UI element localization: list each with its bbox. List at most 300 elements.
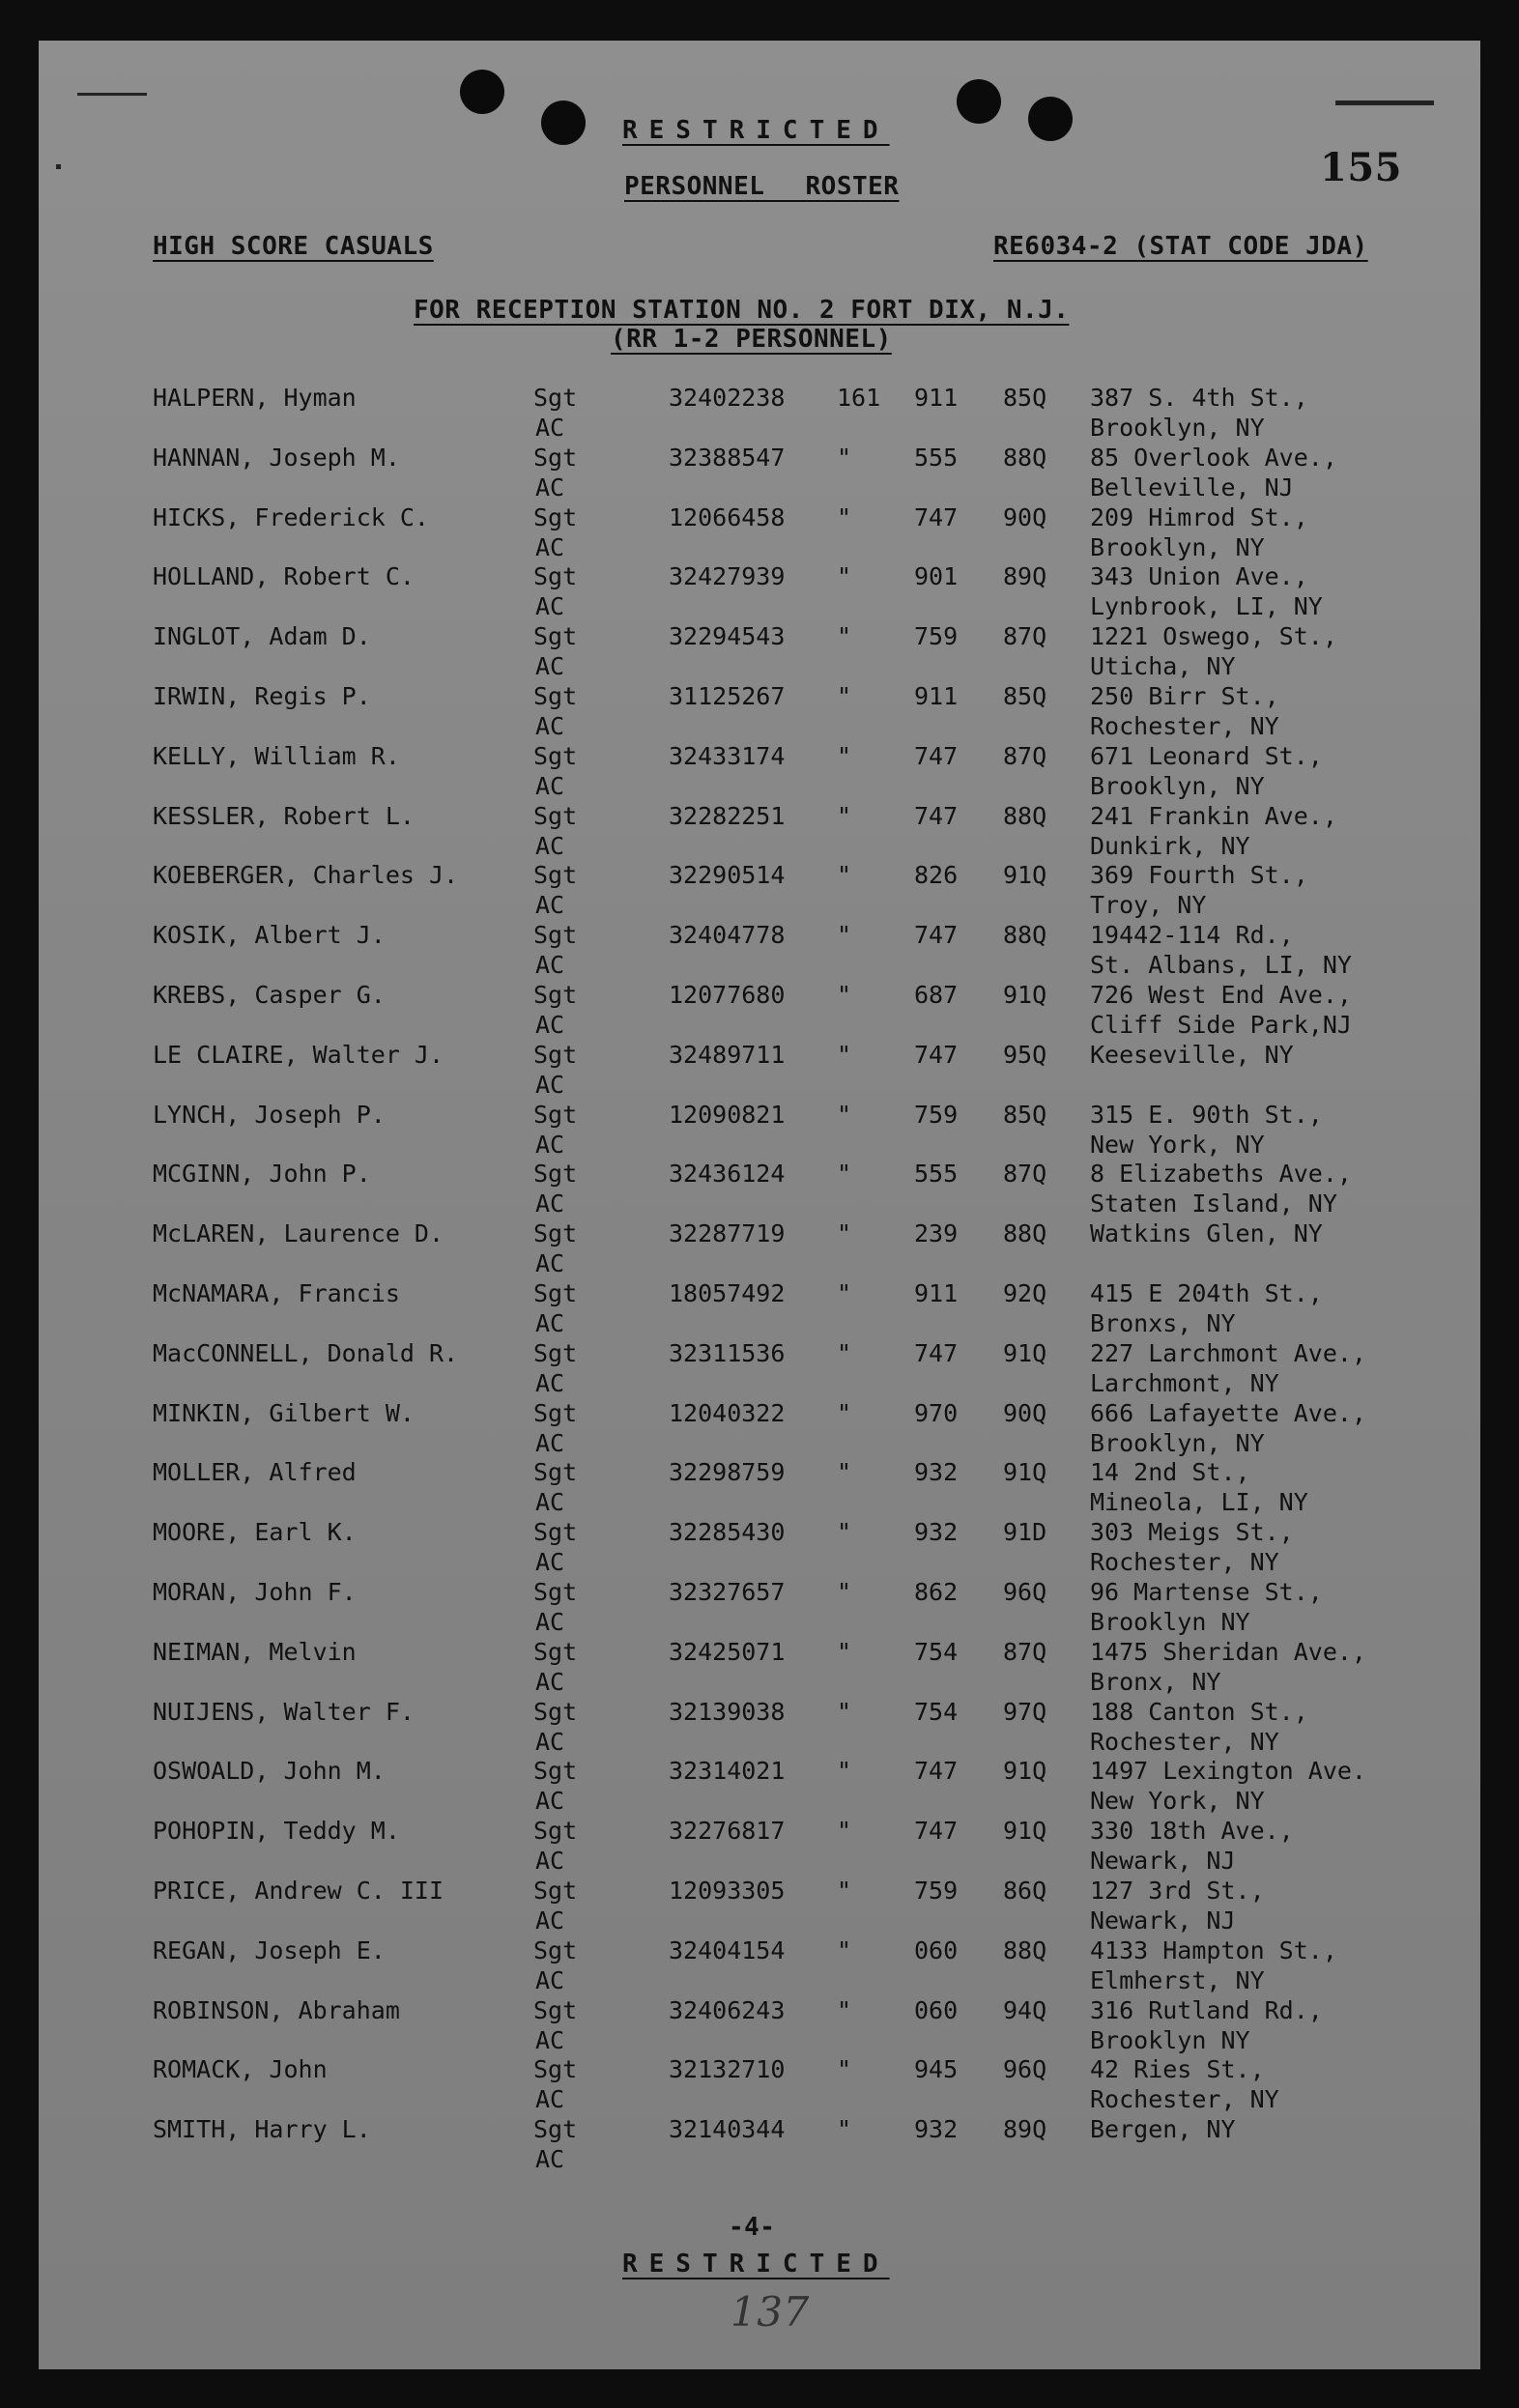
entry-mos: 754 xyxy=(914,1637,959,1666)
entry-address-line2: Staten Island, NY xyxy=(1090,1190,1337,1218)
entry-name: HANNAN, Joseph M. xyxy=(153,443,400,472)
entry-rank: Sgt xyxy=(533,443,578,472)
entry-address-line1: 387 S. 4th St., xyxy=(1090,384,1308,412)
entry-name: MacCONNELL, Donald R. xyxy=(153,1338,459,1367)
entry-unit: " xyxy=(837,562,852,591)
roster-row xyxy=(39,561,1480,621)
entry-serial: 31125267 xyxy=(669,682,786,710)
entry-mos: 759 xyxy=(914,622,959,651)
entry-branch: AC xyxy=(535,1488,565,1517)
entry-score: 91D xyxy=(1003,1518,1047,1547)
roster-row xyxy=(39,1637,1480,1697)
entry-address-line1: 250 Birr St., xyxy=(1090,682,1279,710)
roster-row xyxy=(39,1935,1480,1995)
entry-unit: " xyxy=(837,1817,852,1846)
entry-address-line1: 14 2nd St., xyxy=(1090,1458,1250,1487)
entry-address-line1: 227 Larchmont Ave., xyxy=(1090,1338,1366,1367)
entry-branch: AC xyxy=(535,712,565,740)
entry-mos: 826 xyxy=(914,861,959,890)
entry-address-line1: Bergen, NY xyxy=(1090,2115,1236,2144)
entry-rank: Sgt xyxy=(533,1219,578,1248)
entry-unit: " xyxy=(837,1160,852,1189)
entry-rank: Sgt xyxy=(533,861,578,890)
entry-unit: " xyxy=(837,1100,852,1129)
entry-score: 86Q xyxy=(1003,1877,1047,1905)
entry-serial: 12077680 xyxy=(669,981,786,1009)
entry-serial: 32294543 xyxy=(669,622,786,651)
entry-mos: 687 xyxy=(914,981,959,1009)
entry-address-line2: Larchmont, NY xyxy=(1090,1368,1279,1397)
entry-branch: AC xyxy=(535,1608,565,1636)
entry-name: SMITH, Harry L. xyxy=(153,2115,371,2144)
entry-mos: 239 xyxy=(914,1219,959,1248)
entry-score: 85Q xyxy=(1003,384,1047,412)
margin-mark-top-left xyxy=(77,93,147,96)
entry-rank: Sgt xyxy=(533,1398,578,1427)
entry-address-line1: Keeseville, NY xyxy=(1090,1040,1294,1069)
entry-mos: 911 xyxy=(914,682,959,710)
entry-serial: 32290514 xyxy=(669,861,786,890)
entry-unit: " xyxy=(837,1995,852,2024)
roster-row xyxy=(39,1697,1480,1757)
entry-unit: " xyxy=(837,1518,852,1547)
entry-branch: AC xyxy=(535,1787,565,1816)
entry-score: 91Q xyxy=(1003,861,1047,890)
entry-branch: AC xyxy=(535,1368,565,1397)
page-number: 155 xyxy=(1320,145,1402,190)
entry-branch: AC xyxy=(535,1249,565,1278)
entry-name: MORAN, John F. xyxy=(153,1578,357,1606)
entry-address-line1: 8 Elizabeths Ave., xyxy=(1090,1160,1352,1189)
roster-row xyxy=(39,801,1480,861)
punch-hole-left xyxy=(460,70,504,114)
entry-score: 85Q xyxy=(1003,682,1047,710)
entry-name: KOSIK, Albert J. xyxy=(153,921,386,950)
entry-address-line2: Brooklyn NY xyxy=(1090,2025,1250,2054)
entry-serial: 32298759 xyxy=(669,1458,786,1487)
entry-unit: " xyxy=(837,682,852,710)
entry-address-line1: 726 West End Ave., xyxy=(1090,981,1352,1009)
entry-score: 88Q xyxy=(1003,921,1047,950)
entry-serial: 32402238 xyxy=(669,384,786,412)
entry-address-line1: 127 3rd St., xyxy=(1090,1877,1265,1905)
entry-unit: " xyxy=(837,1040,852,1069)
roster-row xyxy=(39,2114,1480,2174)
entry-rank: Sgt xyxy=(533,1697,578,1726)
roster-row xyxy=(39,1995,1480,2055)
margin-mark-top-right xyxy=(1335,100,1434,105)
stat-code: RE6034-2 (STAT CODE JDA) xyxy=(993,232,1368,261)
entry-address-line1: 666 Lafayette Ave., xyxy=(1090,1398,1366,1427)
entry-name: KESSLER, Robert L. xyxy=(153,801,415,830)
entry-serial: 32282251 xyxy=(669,801,786,830)
entry-rank: Sgt xyxy=(533,1995,578,2024)
entry-rank: Sgt xyxy=(533,1578,578,1606)
entry-unit: " xyxy=(837,1338,852,1367)
roster-title: PERSONNEL ROSTER xyxy=(624,172,900,201)
entry-address-line2: Brooklyn, NY xyxy=(1090,1428,1265,1457)
entry-serial: 12090821 xyxy=(669,1100,786,1129)
entry-address-line2: Brooklyn, NY xyxy=(1090,414,1265,442)
entry-unit: " xyxy=(837,861,852,890)
entry-rank: Sgt xyxy=(533,682,578,710)
entry-serial: 32287719 xyxy=(669,1219,786,1248)
entry-address-line2: Dunkirk, NY xyxy=(1090,831,1250,860)
entry-score: 89Q xyxy=(1003,2115,1047,2144)
entry-address-line2: Mineola, LI, NY xyxy=(1090,1488,1308,1517)
entry-address-line2: St. Albans, LI, NY xyxy=(1090,951,1352,980)
entry-unit: " xyxy=(837,2115,852,2144)
entry-branch: AC xyxy=(535,1428,565,1457)
entry-serial: 32433174 xyxy=(669,741,786,770)
entry-unit: " xyxy=(837,981,852,1009)
roster-row xyxy=(39,621,1480,681)
entry-mos: 911 xyxy=(914,384,959,412)
entry-mos: 901 xyxy=(914,562,959,591)
entry-unit: " xyxy=(837,741,852,770)
entry-rank: Sgt xyxy=(533,2055,578,2084)
roster-row xyxy=(39,1278,1480,1338)
entry-address-line1: 330 18th Ave., xyxy=(1090,1817,1294,1846)
entry-name: PRICE, Andrew C. III xyxy=(153,1877,444,1905)
entry-score: 87Q xyxy=(1003,741,1047,770)
entry-address-line1: 303 Meigs St., xyxy=(1090,1518,1294,1547)
entry-serial: 32489711 xyxy=(669,1040,786,1069)
entry-rank: Sgt xyxy=(533,1100,578,1129)
entry-branch: AC xyxy=(535,2085,565,2114)
entry-rank: Sgt xyxy=(533,921,578,950)
entry-serial: 12066458 xyxy=(669,502,786,531)
classification-top: RESTRICTED xyxy=(622,116,890,145)
entry-mos: 747 xyxy=(914,1338,959,1367)
entry-mos: 747 xyxy=(914,921,959,950)
entry-name: MCGINN, John P. xyxy=(153,1160,371,1189)
roster-row xyxy=(39,1040,1480,1100)
entry-serial: 32314021 xyxy=(669,1757,786,1786)
roster-row xyxy=(39,741,1480,801)
entry-address-line2: Bronxs, NY xyxy=(1090,1309,1236,1337)
entry-mos: 747 xyxy=(914,1757,959,1786)
entry-address-line1: 241 Frankin Ave., xyxy=(1090,801,1337,830)
entry-address-line2: Brooklyn NY xyxy=(1090,1608,1250,1636)
entry-branch: AC xyxy=(535,771,565,800)
entry-mos: 555 xyxy=(914,1160,959,1189)
entry-address-line1: 4133 Hampton St., xyxy=(1090,1935,1337,1964)
roster-row xyxy=(39,980,1480,1040)
entry-serial: 32285430 xyxy=(669,1518,786,1547)
entry-address-line1: 19442-114 Rd., xyxy=(1090,921,1294,950)
roster-row xyxy=(39,2054,1480,2114)
entry-rank: Sgt xyxy=(533,2115,578,2144)
entry-rank: Sgt xyxy=(533,1040,578,1069)
entry-name: INGLOT, Adam D. xyxy=(153,622,371,651)
entry-name: McLAREN, Laurence D. xyxy=(153,1219,444,1248)
entry-rank: Sgt xyxy=(533,1637,578,1666)
entry-branch: AC xyxy=(535,951,565,980)
punch-hole-far-right xyxy=(1028,97,1073,141)
entry-unit: " xyxy=(837,2055,852,2084)
entry-serial: 12093305 xyxy=(669,1877,786,1905)
entry-unit: " xyxy=(837,502,852,531)
roster-row xyxy=(39,1338,1480,1398)
entry-serial: 32327657 xyxy=(669,1578,786,1606)
entry-score: 87Q xyxy=(1003,622,1047,651)
entry-mos: 862 xyxy=(914,1578,959,1606)
entry-name: HOLLAND, Robert C. xyxy=(153,562,415,591)
entry-unit: " xyxy=(837,1279,852,1307)
entry-serial: 32404154 xyxy=(669,1935,786,1964)
entry-address-line2: Uticha, NY xyxy=(1090,652,1236,681)
entry-branch: AC xyxy=(535,592,565,621)
roster-row xyxy=(39,1159,1480,1218)
entry-serial: 32140344 xyxy=(669,2115,786,2144)
entry-address-line2: Belleville, NJ xyxy=(1090,473,1294,502)
group-label: HIGH SCORE CASUALS xyxy=(153,232,434,261)
entry-score: 97Q xyxy=(1003,1697,1047,1726)
entry-score: 91Q xyxy=(1003,1458,1047,1487)
entry-address-line1: 85 Overlook Ave., xyxy=(1090,443,1337,472)
personnel-subtitle: (RR 1-2 PERSONNEL) xyxy=(611,325,892,354)
entry-mos: 060 xyxy=(914,1995,959,2024)
roster-row xyxy=(39,1756,1480,1816)
entry-serial: 32388547 xyxy=(669,443,786,472)
entry-rank: Sgt xyxy=(533,622,578,651)
entry-branch: AC xyxy=(535,532,565,561)
entry-mos: 747 xyxy=(914,741,959,770)
entry-name: ROMACK, John xyxy=(153,2055,328,2084)
entry-mos: 932 xyxy=(914,1518,959,1547)
entry-branch: AC xyxy=(535,891,565,920)
entry-branch: AC xyxy=(535,831,565,860)
entry-unit: " xyxy=(837,1219,852,1248)
entry-name: KREBS, Casper G. xyxy=(153,981,386,1009)
entry-serial: 32427939 xyxy=(669,562,786,591)
entry-name: MOLLER, Alfred xyxy=(153,1458,357,1487)
entry-rank: Sgt xyxy=(533,1458,578,1487)
margin-dot-left xyxy=(56,164,61,169)
entry-unit: 161 xyxy=(837,384,881,412)
roster-row xyxy=(39,860,1480,920)
entry-address-line1: 1475 Sheridan Ave., xyxy=(1090,1637,1366,1666)
entry-name: MINKIN, Gilbert W. xyxy=(153,1398,415,1427)
entry-name: IRWIN, Regis P. xyxy=(153,682,371,710)
entry-rank: Sgt xyxy=(533,1877,578,1905)
entry-rank: Sgt xyxy=(533,1817,578,1846)
entry-mos: 945 xyxy=(914,2055,959,2084)
entry-score: 91Q xyxy=(1003,981,1047,1009)
entry-score: 88Q xyxy=(1003,443,1047,472)
roster-row xyxy=(39,1398,1480,1458)
entry-unit: " xyxy=(837,1637,852,1666)
entry-unit: " xyxy=(837,1935,852,1964)
entry-mos: 911 xyxy=(914,1279,959,1307)
entry-address-line1: 343 Union Ave., xyxy=(1090,562,1308,591)
entry-rank: Sgt xyxy=(533,502,578,531)
entry-branch: AC xyxy=(535,652,565,681)
entry-serial: 18057492 xyxy=(669,1279,786,1307)
roster-row xyxy=(39,383,1480,443)
entry-mos: 060 xyxy=(914,1935,959,1964)
roster-row xyxy=(39,1218,1480,1278)
entry-name: HALPERN, Hyman xyxy=(153,384,357,412)
entry-branch: AC xyxy=(535,1130,565,1159)
entry-address-line2: Brooklyn, NY xyxy=(1090,771,1265,800)
entry-serial: 32436124 xyxy=(669,1160,786,1189)
entry-mos: 754 xyxy=(914,1697,959,1726)
entry-mos: 747 xyxy=(914,1817,959,1846)
entry-score: 90Q xyxy=(1003,502,1047,531)
entry-branch: AC xyxy=(535,1190,565,1218)
entry-address-line2: Elmherst, NY xyxy=(1090,1965,1265,1994)
entry-name: HICKS, Frederick C. xyxy=(153,502,429,531)
entry-score: 85Q xyxy=(1003,1100,1047,1129)
entry-mos: 759 xyxy=(914,1877,959,1905)
entry-address-line2: Brooklyn, NY xyxy=(1090,532,1265,561)
entry-unit: " xyxy=(837,1877,852,1905)
entry-mos: 747 xyxy=(914,502,959,531)
entry-name: POHOPIN, Teddy M. xyxy=(153,1817,400,1846)
entry-branch: AC xyxy=(535,1309,565,1337)
entry-address-line2: Troy, NY xyxy=(1090,891,1207,920)
entry-branch: AC xyxy=(535,2025,565,2054)
entry-name: MOORE, Earl K. xyxy=(153,1518,357,1547)
entry-address-line2: Rochester, NY xyxy=(1090,712,1279,740)
entry-rank: Sgt xyxy=(533,1338,578,1367)
entry-score: 91Q xyxy=(1003,1338,1047,1367)
entry-address-line1: 1497 Lexington Ave. xyxy=(1090,1757,1366,1786)
entry-branch: AC xyxy=(535,1070,565,1099)
entry-mos: 555 xyxy=(914,443,959,472)
entry-address-line2: Rochester, NY xyxy=(1090,1548,1279,1577)
roster-row xyxy=(39,1577,1480,1637)
entry-address-line2: Lynbrook, LI, NY xyxy=(1090,592,1323,621)
entry-score: 96Q xyxy=(1003,2055,1047,2084)
entry-rank: Sgt xyxy=(533,981,578,1009)
roster-row xyxy=(39,1876,1480,1935)
entry-score: 92Q xyxy=(1003,1279,1047,1307)
entry-branch: AC xyxy=(535,1548,565,1577)
entry-rank: Sgt xyxy=(533,801,578,830)
entry-branch: AC xyxy=(535,1847,565,1876)
entry-score: 90Q xyxy=(1003,1398,1047,1427)
entry-branch: AC xyxy=(535,1727,565,1756)
entry-score: 94Q xyxy=(1003,1995,1047,2024)
entry-name: NUIJENS, Walter F. xyxy=(153,1697,415,1726)
entry-rank: Sgt xyxy=(533,1160,578,1189)
entry-address-line2: Newark, NJ xyxy=(1090,1847,1236,1876)
entry-serial: 32425071 xyxy=(669,1637,786,1666)
roster-row xyxy=(39,1517,1480,1577)
entry-name: McNAMARA, Francis xyxy=(153,1279,400,1307)
entry-serial: 32139038 xyxy=(669,1697,786,1726)
entry-address-line1: 671 Leonard St., xyxy=(1090,741,1323,770)
entry-unit: " xyxy=(837,1578,852,1606)
entry-score: 89Q xyxy=(1003,562,1047,591)
entry-mos: 747 xyxy=(914,801,959,830)
entry-address-line2: New York, NY xyxy=(1090,1787,1265,1816)
entry-address-line1: 188 Canton St., xyxy=(1090,1697,1308,1726)
entry-score: 88Q xyxy=(1003,801,1047,830)
entry-rank: Sgt xyxy=(533,1935,578,1964)
entry-unit: " xyxy=(837,443,852,472)
entry-serial: 32132710 xyxy=(669,2055,786,2084)
entry-rank: Sgt xyxy=(533,1279,578,1307)
punch-hole-right xyxy=(957,79,1001,124)
station-heading: FOR RECEPTION STATION NO. 2 FORT DIX, N.J. xyxy=(414,296,1070,325)
roster-row xyxy=(39,920,1480,980)
entry-mos: 970 xyxy=(914,1398,959,1427)
entry-serial: 32311536 xyxy=(669,1338,786,1367)
classification-bottom: RESTRICTED xyxy=(622,2250,890,2279)
entry-name: NEIMAN, Melvin xyxy=(153,1637,357,1666)
entry-rank: Sgt xyxy=(533,1518,578,1547)
entry-rank: Sgt xyxy=(533,562,578,591)
handwritten-number: 137 xyxy=(731,2288,810,2336)
roster-row xyxy=(39,681,1480,741)
entry-score: 87Q xyxy=(1003,1160,1047,1189)
roster-row xyxy=(39,1457,1480,1517)
entry-address-line1: 315 E. 90th St., xyxy=(1090,1100,1323,1129)
entry-mos: 747 xyxy=(914,1040,959,1069)
entry-score: 91Q xyxy=(1003,1757,1047,1786)
entry-name: LYNCH, Joseph P. xyxy=(153,1100,386,1129)
entry-unit: " xyxy=(837,622,852,651)
entry-address-line1: 96 Martense St., xyxy=(1090,1578,1323,1606)
entry-address-line1: 369 Fourth St., xyxy=(1090,861,1308,890)
sheet-number: -4- xyxy=(729,2213,776,2242)
entry-branch: AC xyxy=(535,1965,565,1994)
entry-serial: 32404778 xyxy=(669,921,786,950)
entry-address-line1: 316 Rutland Rd., xyxy=(1090,1995,1323,2024)
entry-name: REGAN, Joseph E. xyxy=(153,1935,386,1964)
entry-score: 91Q xyxy=(1003,1817,1047,1846)
entry-rank: Sgt xyxy=(533,741,578,770)
entry-unit: " xyxy=(837,1757,852,1786)
entry-address-line1: 42 Ries St., xyxy=(1090,2055,1265,2084)
roster-row xyxy=(39,1816,1480,1876)
entry-score: 88Q xyxy=(1003,1935,1047,1964)
roster-row xyxy=(39,1100,1480,1160)
roster-row xyxy=(39,443,1480,502)
entry-score: 88Q xyxy=(1003,1219,1047,1248)
entry-unit: " xyxy=(837,1458,852,1487)
entry-mos: 759 xyxy=(914,1100,959,1129)
entry-mos: 932 xyxy=(914,1458,959,1487)
roster-page xyxy=(39,41,1480,2369)
roster-row xyxy=(39,502,1480,562)
entry-branch: AC xyxy=(535,1011,565,1039)
entry-rank: Sgt xyxy=(533,384,578,412)
entry-address-line2: Bronx, NY xyxy=(1090,1667,1221,1696)
entry-address-line2: Rochester, NY xyxy=(1090,2085,1279,2114)
entry-branch: AC xyxy=(535,414,565,442)
entry-name: OSWOALD, John M. xyxy=(153,1757,386,1786)
entry-address-line2: Newark, NJ xyxy=(1090,1906,1236,1935)
entry-address-line2: New York, NY xyxy=(1090,1130,1265,1159)
entry-branch: AC xyxy=(535,1906,565,1935)
entry-unit: " xyxy=(837,1398,852,1427)
entry-unit: " xyxy=(837,801,852,830)
entry-name: LE CLAIRE, Walter J. xyxy=(153,1040,444,1069)
entry-address-line2: Cliff Side Park,NJ xyxy=(1090,1011,1352,1039)
entry-branch: AC xyxy=(535,2145,565,2174)
entry-unit: " xyxy=(837,921,852,950)
entry-unit: " xyxy=(837,1697,852,1726)
entry-branch: AC xyxy=(535,1667,565,1696)
entry-address-line1: Watkins Glen, NY xyxy=(1090,1219,1323,1248)
entry-name: ROBINSON, Abraham xyxy=(153,1995,400,2024)
entry-rank: Sgt xyxy=(533,1757,578,1786)
